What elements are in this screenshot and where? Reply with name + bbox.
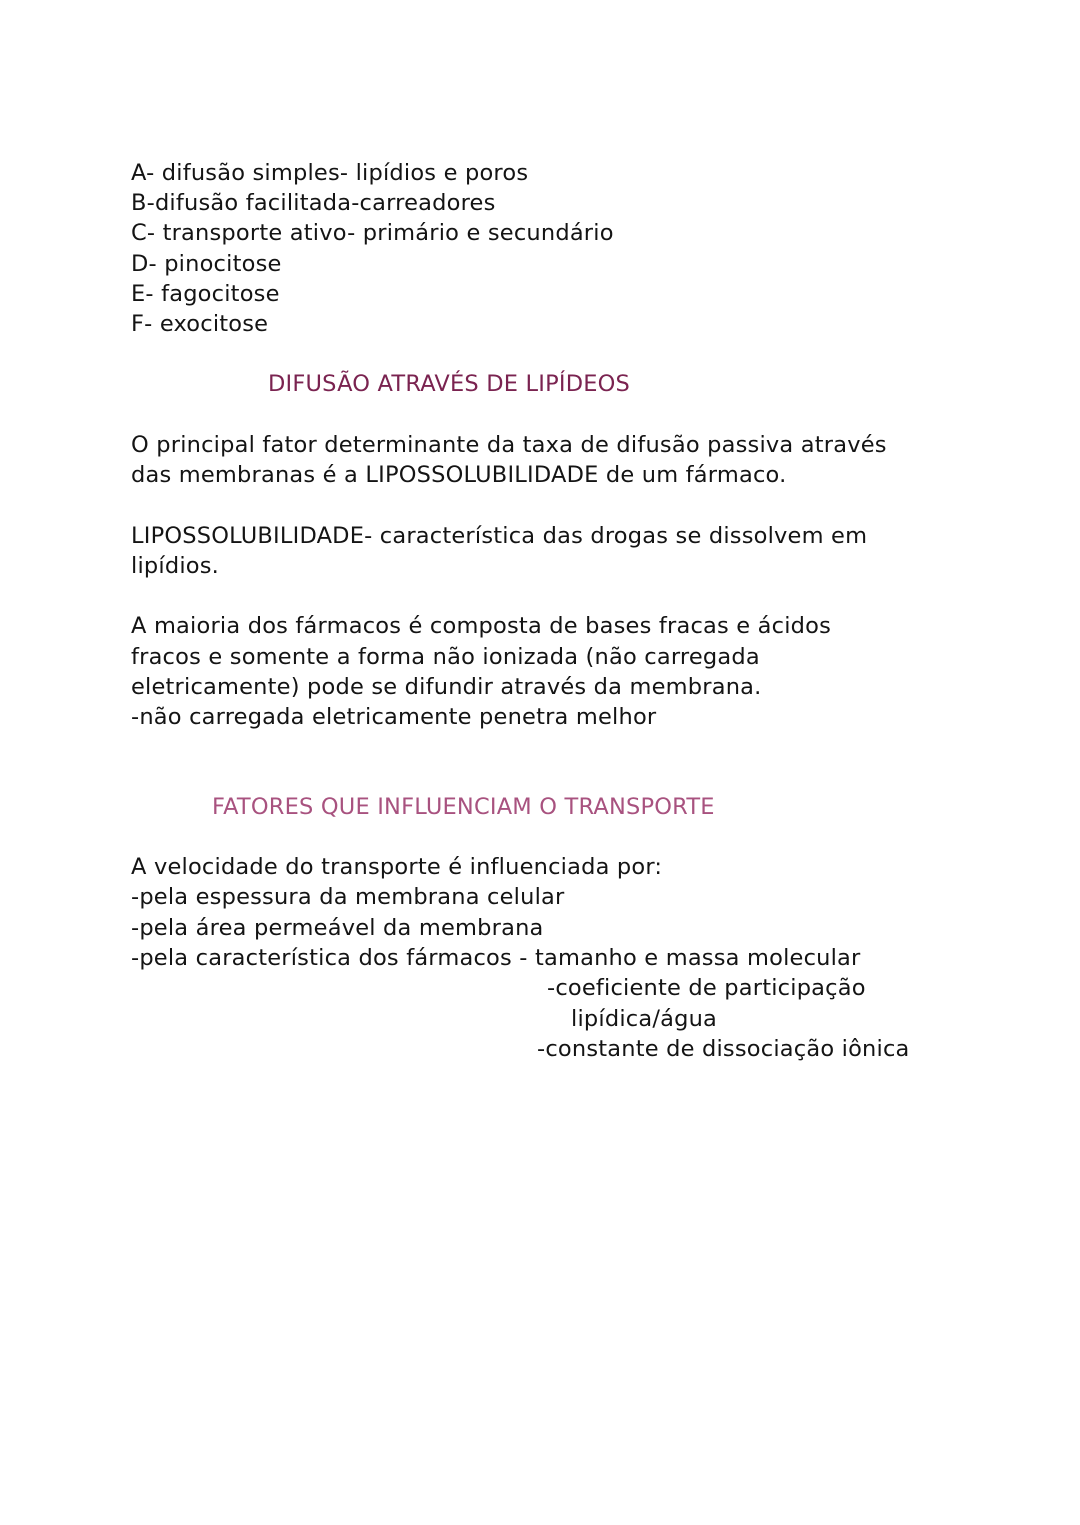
list-item: B-difusão facilitada-carreadores	[131, 190, 496, 216]
list-item: C- transporte ativo- primário e secundário	[131, 220, 614, 246]
list-item: -pela característica dos fármacos - tamanho e massa molecular	[131, 945, 861, 971]
list-subitem: -constante de dissociação iônica	[537, 1036, 910, 1062]
list-item: E- fagocitose	[131, 281, 280, 307]
list-item: F- exocitose	[131, 311, 269, 337]
list-item: D- pinocitose	[131, 251, 282, 277]
paragraph-line: A maioria dos fármacos é composta de bases fracas e ácidos	[131, 613, 832, 639]
paragraph-line: eletricamente) pode se difundir através da membrana.	[131, 674, 762, 700]
paragraph-line: -não carregada eletricamente penetra melhor	[131, 704, 657, 730]
list-subitem: -coeficiente de participação	[547, 975, 866, 1001]
list-item: A- difusão simples- lipídios e poros	[131, 160, 529, 186]
list-subitem: lipídica/água	[571, 1006, 718, 1032]
paragraph-line: lipídios.	[131, 553, 220, 579]
paragraph-line: O principal fator determinante da taxa de difusão passiva através	[131, 432, 887, 458]
paragraph-line: fracos e somente a forma não ionizada (não carregada	[131, 644, 760, 670]
paragraph-line: LIPOSSOLUBILIDADE- característica das drogas se dissolvem em	[131, 523, 868, 549]
section-heading-lipids: DIFUSÃO ATRAVÉS DE LIPÍDEOS	[268, 371, 631, 397]
factors-intro: A velocidade do transporte é influenciada por:	[131, 854, 663, 880]
list-item: -pela espessura da membrana celular	[131, 884, 565, 910]
paragraph-line: das membranas é a LIPOSSOLUBILIDADE de um fármaco.	[131, 462, 787, 488]
section-heading-factors: FATORES QUE INFLUENCIAM O TRANSPORTE	[212, 794, 715, 820]
list-item: -pela área permeável da membrana	[131, 915, 544, 941]
